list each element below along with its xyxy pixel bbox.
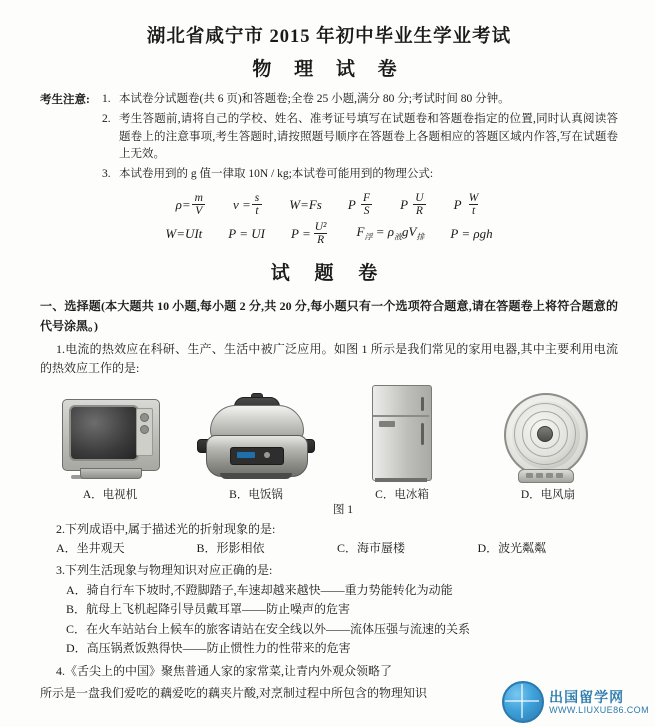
page-title: 湖北省咸宁市 2015 年初中毕业生学业考试 — [146, 27, 512, 47]
notice-number: 1. — [102, 93, 111, 105]
notice-number: 3. — [102, 168, 111, 181]
formula-buoyancy: $F_浮 = \rho_液gV_排$ — [356, 224, 425, 243]
formula-electric-work: W=UIt — [165, 225, 203, 241]
watermark-text — [549, 689, 649, 715]
question-2-number: 2. — [56, 521, 65, 536]
notice-text: 本试卷分试题卷(共 6 页)和答题卷;全卷 25 小题,满分 80 分;考试时间 80 分钟。 — [119, 93, 510, 105]
notice-text: 考生答题前,请将自己的学校、姓名、准考证号填写在试题卷和答题卷指定的位置,同时认真阅读答题卷上的注意事项,考生答题时,请按照题号顺序在答题卷上各题相应的答题区域内作答,写在试题卷上无效。 — [119, 112, 618, 161]
formula-density: ρ= $\frac{m}{V}$ — [176, 192, 207, 217]
formula-power-u2r: P = $\frac{\text{U²}}{R}$ — [291, 221, 327, 247]
question-3-text: 下列生活现象与物理知识对应正确的是: — [65, 563, 273, 578]
caption-option-b: B．电饭锅 — [229, 488, 283, 501]
list-item — [102, 91, 618, 109]
option-c-image — [346, 387, 458, 483]
question-2-options — [40, 539, 618, 558]
question-4-text-continued: 所示是一盘我们爱吃的藕爱吃的藕夹片酸,对烹制过程中所包含的物理知识 — [40, 686, 428, 701]
list-item — [102, 166, 618, 184]
option-b: B．形影相依 — [196, 541, 265, 555]
question-2-text: 下列成语中,属于描述光的折射现象的是: — [65, 521, 276, 536]
globe-icon — [502, 681, 544, 723]
formula-speed: v = $\frac{s}{t}$ — [233, 192, 263, 217]
watermark-site-name: 出国留学网 — [549, 688, 625, 705]
caption-option-a: A．电视机 — [82, 488, 138, 501]
question-2 — [40, 520, 618, 539]
question-1-images — [40, 387, 618, 483]
formula-block — [40, 192, 618, 246]
caption-option-c: C．电冰箱 — [375, 488, 429, 501]
watermark-site-url: WWW.LIUXUE86.COM — [549, 704, 649, 715]
option-b-image — [200, 387, 312, 483]
section-1-heading: 一、选择题(本大题共 10 小题,每小题 2 分,共 20 分,每小题只有一个选项符合题意,请在答题卷上将符合题意的代号涂黑。) — [40, 299, 618, 333]
formula-power: P $\frac{W}{t}$ — [453, 192, 479, 218]
formula-work: W=Fs — [289, 196, 322, 212]
caption-option-d: D．电风扇 — [520, 488, 576, 501]
option-a-image — [54, 387, 166, 483]
option-d-image — [492, 387, 604, 483]
notice-text: 本试卷用到的 g 值一律取 10N / kg;本试卷可能用到的物理公式: — [119, 168, 434, 181]
notice-label: 考生注意: — [40, 94, 90, 106]
candidate-notice — [40, 91, 618, 186]
formula-liquid-pressure: P = ρgh — [450, 225, 493, 241]
question-4-number: 4. — [56, 663, 65, 678]
question-3-option-c: C．在火车站站台上候车的旅客请站在安全线以外——流体压强与流速的关系 — [66, 621, 471, 636]
question-1 — [40, 340, 618, 379]
electric-fan-icon — [496, 391, 600, 483]
question-3-number: 3. — [56, 563, 65, 578]
question-4-text: 《舌尖上的中国》聚焦普通人家的家常菜,让青内外观众领略了 — [65, 663, 393, 678]
question-1-captions — [40, 486, 618, 502]
formula-ohm: P $\frac{U}{R}$ — [400, 192, 428, 217]
formula-electric-power: P = UI — [228, 225, 265, 241]
paper-content — [40, 22, 618, 704]
question-1-text: 电流的热效应在科研、生产、生活中被广泛应用。如图 1 所示是我们常见的家用电器,其中主要利用电流的热效应工作的是: — [40, 341, 618, 376]
refrigerator-icon — [372, 385, 432, 483]
question-3 — [40, 561, 618, 580]
question-3-option-a: A．骑自行车下坡时,不蹬脚踏子,车速却越来越快——重力势能转化为动能 — [66, 582, 453, 597]
television-icon — [62, 399, 158, 483]
question-3-option-d: D．高压锅煮饭熟得快——防止惯性力的性带来的危害 — [66, 641, 351, 656]
option-c: C．海市蜃楼 — [337, 541, 406, 555]
rice-cooker-icon — [204, 393, 308, 483]
question-1-number: 1. — [56, 341, 65, 356]
formula-row-1 — [40, 192, 618, 217]
watermark — [502, 681, 649, 723]
option-d: D．波光粼粼 — [477, 541, 547, 555]
list-item — [102, 111, 618, 164]
formula-row-2 — [40, 221, 618, 246]
option-a: A．坐井观天 — [56, 541, 125, 555]
notice-number: 2. — [102, 112, 111, 125]
formula-pressure: P $\frac{F}{S}$ — [348, 192, 374, 217]
section-heading-paper: 试 题 卷 — [270, 263, 388, 285]
question-4 — [40, 662, 618, 681]
notice-list — [102, 91, 618, 186]
figure-1-label: 图 1 — [332, 503, 354, 516]
paper-subtitle: 物 理 试 卷 — [252, 59, 406, 80]
question-3-option-b: B．航母上飞机起降引导员戴耳罩——防止噪声的危害 — [66, 602, 351, 617]
